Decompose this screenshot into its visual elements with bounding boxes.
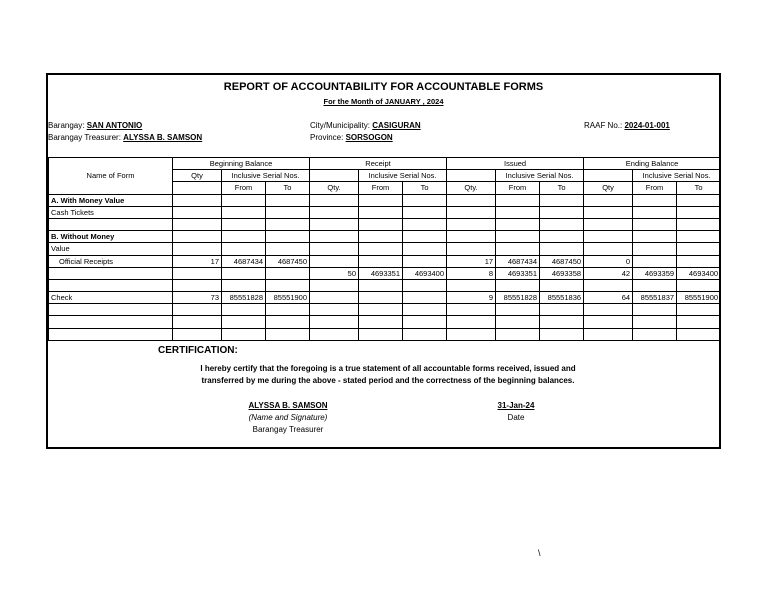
city-value: CASIGURAN — [372, 121, 421, 130]
rec-qty-header-blank — [310, 170, 359, 182]
cell: 4687434 — [496, 255, 540, 267]
ending-balance-header: Ending Balance — [584, 158, 721, 170]
cell: 4693359 — [633, 267, 677, 279]
report-subtitle: For the Month of JANUARY , 2024 — [323, 97, 444, 106]
barangay-value: SAN ANTONIO — [86, 121, 143, 130]
beg-blank — [173, 182, 222, 194]
treasurer-value: ALYSSA B. SAMSON — [123, 133, 203, 142]
rec-from-header: From — [359, 182, 403, 194]
certification-line-1: I hereby certify that the foregoing is a true statement of all accountable forms received, issued and — [200, 364, 576, 373]
beg-inclusive-header: Inclusive Serial Nos. — [222, 170, 310, 182]
cell: 4687450 — [266, 255, 310, 267]
province-label: Province: — [310, 133, 344, 142]
iss-qty-header-blank — [447, 170, 496, 182]
end-qty-header: Qty — [584, 182, 633, 194]
cell: 50 — [310, 267, 359, 279]
rec-inclusive-header: Inclusive Serial Nos. — [359, 170, 447, 182]
beg-qty-header: Qty — [173, 170, 222, 182]
cell: 4687434 — [222, 255, 266, 267]
barangay-label: Barangay: — [48, 121, 85, 130]
table-row — [49, 279, 721, 291]
iss-qty-header: Qty. — [447, 182, 496, 194]
city-label: City/Municipality: — [310, 121, 371, 130]
raaf-label: RAAF No.: — [584, 121, 623, 130]
official-receipts-row-1 — [49, 255, 721, 267]
rec-qty-header: Qty. — [310, 182, 359, 194]
city-info — [310, 121, 421, 130]
issued-header: Issued — [447, 158, 584, 170]
cell: 85551837 — [633, 292, 677, 304]
official-receipts-label: Official Receipts — [49, 255, 173, 267]
check-label: Check — [49, 292, 173, 304]
accountability-table — [48, 157, 721, 341]
cell: 85551828 — [222, 292, 266, 304]
cell: 4693400 — [677, 267, 721, 279]
cell: 85551828 — [496, 292, 540, 304]
end-qty-header-blank — [584, 170, 633, 182]
cell: 4693351 — [496, 267, 540, 279]
raaf-value: 2024-01-001 — [624, 121, 670, 130]
cell: 85551836 — [540, 292, 584, 304]
value-label: Value — [49, 243, 173, 255]
date-label: Date — [507, 413, 525, 422]
section-a-label: A. With Money Value — [49, 194, 173, 206]
cell: 0 — [584, 255, 633, 267]
cell: 64 — [584, 292, 633, 304]
signer-name: ALYSSA B. SAMSON — [248, 401, 328, 410]
cell: 85551900 — [677, 292, 721, 304]
cell: 4687450 — [540, 255, 584, 267]
cell: 17 — [447, 255, 496, 267]
report-sheet — [46, 73, 721, 449]
beg-from-header: From — [222, 182, 266, 194]
cell: 4693400 — [403, 267, 447, 279]
table-row — [49, 316, 721, 328]
cash-tickets-label: Cash Tickets — [49, 206, 173, 218]
province-info — [310, 133, 393, 142]
certification-title: CERTIFICATION: — [158, 345, 238, 356]
barangay-info — [48, 121, 142, 130]
end-from-header: From — [633, 182, 677, 194]
cell: 4693358 — [540, 267, 584, 279]
table-row — [49, 328, 721, 340]
section-b-row — [49, 231, 721, 243]
certification-line-2: transferred by me during the above - stated period and the correctness of the beginning balances. — [201, 376, 575, 385]
date-value: 31-Jan-24 — [497, 401, 535, 410]
treasurer-label: Barangay Treasurer: — [48, 133, 121, 142]
iss-inclusive-header: Inclusive Serial Nos. — [496, 170, 584, 182]
beg-to-header: To — [266, 182, 310, 194]
end-to-header: To — [677, 182, 721, 194]
table-row — [49, 218, 721, 230]
end-inclusive-header: Inclusive Serial Nos. — [633, 170, 721, 182]
signer-role: Barangay Treasurer — [252, 425, 324, 434]
province-value: SORSOGON — [345, 133, 393, 142]
certification-text — [148, 363, 628, 387]
receipt-header: Receipt — [310, 158, 447, 170]
stray-mark: \ — [538, 548, 541, 558]
table-row — [49, 304, 721, 316]
cell: 4693351 — [359, 267, 403, 279]
cell: 85551900 — [266, 292, 310, 304]
cell: 42 — [584, 267, 633, 279]
raaf-info — [584, 121, 670, 130]
cell: 9 — [447, 292, 496, 304]
cell: 8 — [447, 267, 496, 279]
date-block — [476, 401, 556, 422]
official-receipts-row-2 — [49, 267, 721, 279]
section-a-row — [49, 194, 721, 206]
value-row — [49, 243, 721, 255]
header-row-1 — [49, 158, 721, 170]
rec-to-header: To — [403, 182, 447, 194]
signature-block — [208, 401, 368, 434]
report-title: REPORT OF ACCOUNTABILITY FOR ACCOUNTABLE FORMS — [223, 81, 544, 93]
beginning-balance-header: Beginning Balance — [173, 158, 310, 170]
treasurer-info — [48, 133, 202, 142]
iss-from-header: From — [496, 182, 540, 194]
section-b-label: B. Without Money — [49, 231, 173, 243]
cash-tickets-row — [49, 206, 721, 218]
signer-caption: (Name and Signature) — [248, 413, 328, 422]
cell: 73 — [173, 292, 222, 304]
check-row — [49, 292, 721, 304]
iss-to-header: To — [540, 182, 584, 194]
name-of-form-header: Name of Form — [49, 158, 173, 195]
cell: 17 — [173, 255, 222, 267]
